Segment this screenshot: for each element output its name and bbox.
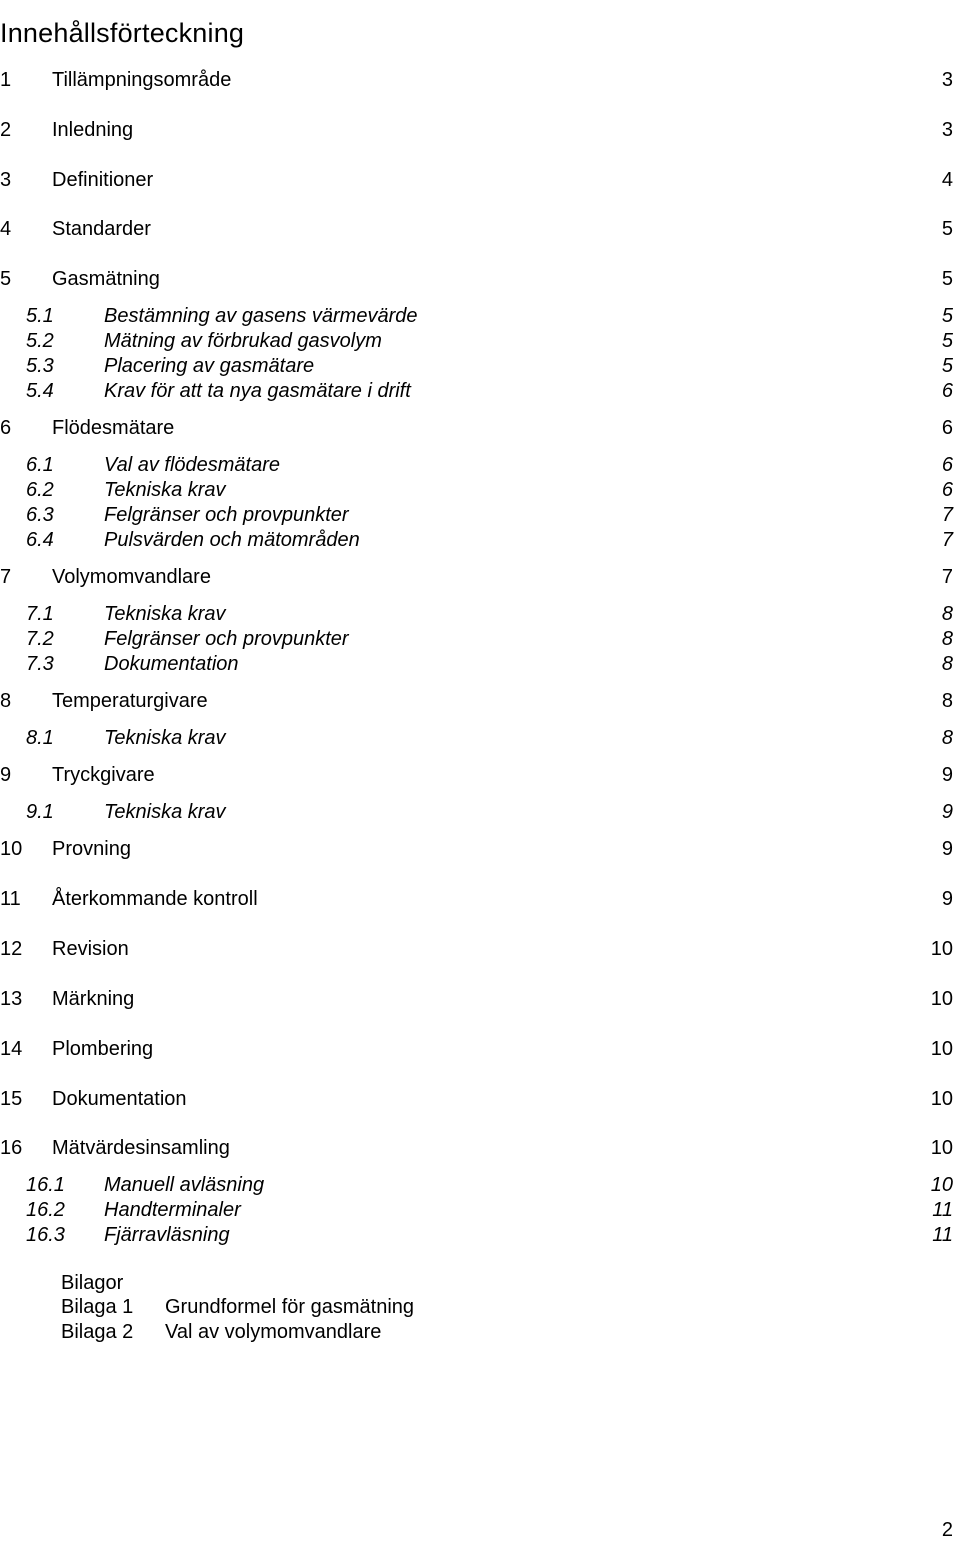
toc-entry-16-2[interactable] <box>0 1197 953 1223</box>
toc-page: 7 <box>941 528 953 551</box>
toc-page: 11 <box>932 1223 953 1246</box>
toc-entry-4[interactable] <box>0 216 953 242</box>
toc-number: 15 <box>0 1087 23 1110</box>
toc-page: 10 <box>930 987 953 1010</box>
appendices-heading: Bilagor <box>61 1272 124 1294</box>
toc-page: 11 <box>932 1198 953 1221</box>
toc-number: 16.2 <box>26 1198 65 1221</box>
toc-title: Dokumentation <box>104 652 239 675</box>
toc-entry-8[interactable] <box>0 688 953 714</box>
toc-entry-6-4[interactable] <box>0 527 953 553</box>
toc-title: Standarder <box>52 217 151 240</box>
toc-title: Volymomvandlare <box>52 565 211 588</box>
toc-entry-5-1[interactable] <box>0 303 953 329</box>
toc-title: Dokumentation <box>52 1087 187 1110</box>
toc-entry-6[interactable] <box>0 415 953 441</box>
toc-page: 5 <box>941 304 953 327</box>
toc-entry-9-1[interactable] <box>0 799 953 825</box>
toc-title: Tillämpningsområde <box>52 68 232 91</box>
toc-title: Tekniska krav <box>104 800 226 823</box>
toc-number: 12 <box>0 937 23 960</box>
toc-page: 6 <box>941 453 953 476</box>
toc-number: 10 <box>0 837 23 860</box>
toc-title: Bestämning av gasens värmevärde <box>104 304 418 327</box>
toc-page: 8 <box>941 689 953 712</box>
toc-entry-13[interactable] <box>0 986 953 1012</box>
toc-title: Provning <box>52 837 131 860</box>
toc-title: Flödesmätare <box>52 416 175 439</box>
toc-entry-11[interactable] <box>0 886 953 912</box>
toc-title: Gasmätning <box>52 267 160 290</box>
toc-page: 10 <box>930 937 953 960</box>
toc-title: Temperaturgivare <box>52 689 208 712</box>
toc-number: 5 <box>0 267 12 290</box>
toc-page: 5 <box>941 267 953 290</box>
toc-title: Tryckgivare <box>52 763 155 786</box>
toc-number: 6.3 <box>26 503 54 526</box>
toc-number: 5.4 <box>26 379 54 402</box>
toc-number: 9 <box>0 763 12 786</box>
toc-number: 7 <box>0 565 12 588</box>
toc-page: 9 <box>941 800 953 823</box>
toc-page: 4 <box>941 168 953 191</box>
toc-page: 7 <box>941 565 953 588</box>
toc-number: 6 <box>0 416 12 439</box>
toc-entry-2[interactable] <box>0 117 953 143</box>
toc-number: 6.1 <box>26 453 54 476</box>
toc-number: 6.2 <box>26 478 54 501</box>
toc-number: 7.1 <box>26 602 54 625</box>
toc-entry-7-3[interactable] <box>0 651 953 677</box>
toc-title: Mätvärdesinsamling <box>52 1136 230 1159</box>
toc-page: 8 <box>941 627 953 650</box>
toc-entry-7-2[interactable] <box>0 626 953 652</box>
toc-number: 9.1 <box>26 800 54 823</box>
appendix-label: Bilaga 2 <box>61 1321 134 1343</box>
toc-number: 5.2 <box>26 329 54 352</box>
toc-title: Handterminaler <box>104 1198 241 1221</box>
toc-title: Krav för att ta nya gasmätare i drift <box>104 379 411 402</box>
page-number: 2 <box>941 1519 953 1541</box>
toc-number: 14 <box>0 1037 23 1060</box>
toc-entry-5-4[interactable] <box>0 378 953 404</box>
toc-title: Revision <box>52 937 129 960</box>
toc-title: Pulsvärden och mätområden <box>104 528 360 551</box>
toc-title: Val av flödesmätare <box>104 453 281 476</box>
toc-page: 6 <box>941 416 953 439</box>
toc-number: 7.3 <box>26 652 54 675</box>
toc-number: 16 <box>0 1136 23 1159</box>
toc-page: 5 <box>941 329 953 352</box>
toc-number: 8 <box>0 689 12 712</box>
toc-entry-16-1[interactable] <box>0 1172 953 1198</box>
toc-entry-6-3[interactable] <box>0 502 953 528</box>
toc-title: Tekniska krav <box>104 602 226 625</box>
toc-entry-16-3[interactable] <box>0 1222 953 1248</box>
toc-number: 4 <box>0 217 12 240</box>
toc-title: Fjärravläsning <box>104 1223 230 1246</box>
toc-title: Tekniska krav <box>104 478 226 501</box>
page-title: Innehållsförteckning <box>0 18 245 49</box>
toc-title: Placering av gasmätare <box>104 354 315 377</box>
toc-number: 3 <box>0 168 12 191</box>
toc-entry-5[interactable] <box>0 266 953 292</box>
toc-entry-16[interactable] <box>0 1135 953 1161</box>
toc-entry-14[interactable] <box>0 1036 953 1062</box>
toc-title: Tekniska krav <box>104 726 226 749</box>
appendix-title: Val av volymomvandlare <box>165 1321 382 1343</box>
toc-entry-9[interactable] <box>0 762 953 788</box>
toc-title: Inledning <box>52 118 134 141</box>
toc-page: 7 <box>941 503 953 526</box>
toc-page: 8 <box>941 652 953 675</box>
toc-number: 7.2 <box>26 627 54 650</box>
appendix-title: Grundformel för gasmätning <box>165 1296 415 1318</box>
toc-title: Felgränser och provpunkter <box>104 627 349 650</box>
toc-entry-6-2[interactable] <box>0 477 953 503</box>
toc-page: 3 <box>941 68 953 91</box>
toc-page: 8 <box>941 602 953 625</box>
toc-page: 6 <box>941 478 953 501</box>
toc-entry-12[interactable] <box>0 936 953 962</box>
toc-number: 16.3 <box>26 1223 65 1246</box>
toc-entry-6-1[interactable] <box>0 452 953 478</box>
toc-page: 9 <box>941 837 953 860</box>
toc-title: Felgränser och provpunkter <box>104 503 349 526</box>
toc-entry-8-1[interactable] <box>0 725 953 751</box>
toc-title: Mätning av förbrukad gasvolym <box>104 329 382 352</box>
toc-entry-15[interactable] <box>0 1086 953 1112</box>
toc-page: 9 <box>941 763 953 786</box>
toc-number: 13 <box>0 987 23 1010</box>
toc-page: 10 <box>930 1037 953 1060</box>
toc-entry-7[interactable] <box>0 564 953 590</box>
toc-page: 3 <box>941 118 953 141</box>
toc-number: 6.4 <box>26 528 54 551</box>
toc-entry-5-3[interactable] <box>0 353 953 379</box>
toc-number: 16.1 <box>26 1173 65 1196</box>
toc-number: 1 <box>0 68 12 91</box>
toc-page: 9 <box>941 887 953 910</box>
toc-page: 10 <box>930 1173 953 1196</box>
toc-title: Märkning <box>52 987 135 1010</box>
toc-entry-3[interactable] <box>0 167 953 193</box>
toc-number: 8.1 <box>26 726 54 749</box>
toc-page: 6 <box>941 379 953 402</box>
toc-page: 5 <box>941 354 953 377</box>
toc-entry-10[interactable] <box>0 836 953 862</box>
toc-entry-1[interactable] <box>0 67 953 93</box>
toc-number: 5.3 <box>26 354 54 377</box>
toc-entry-5-2[interactable] <box>0 328 953 354</box>
toc-number: 11 <box>0 887 21 910</box>
toc-entry-7-1[interactable] <box>0 601 953 627</box>
toc-number: 5.1 <box>26 304 54 327</box>
toc-page: 5 <box>941 217 953 240</box>
toc-number: 2 <box>0 118 12 141</box>
toc-title: Återkommande kontroll <box>52 887 258 910</box>
appendix-label: Bilaga 1 <box>61 1296 134 1318</box>
toc-page: 10 <box>930 1087 953 1110</box>
toc-page: 10 <box>930 1136 953 1159</box>
toc-title: Manuell avläsning <box>104 1173 265 1196</box>
toc-title: Plombering <box>52 1037 154 1060</box>
toc-page: 8 <box>941 726 953 749</box>
toc-title: Definitioner <box>52 168 154 191</box>
